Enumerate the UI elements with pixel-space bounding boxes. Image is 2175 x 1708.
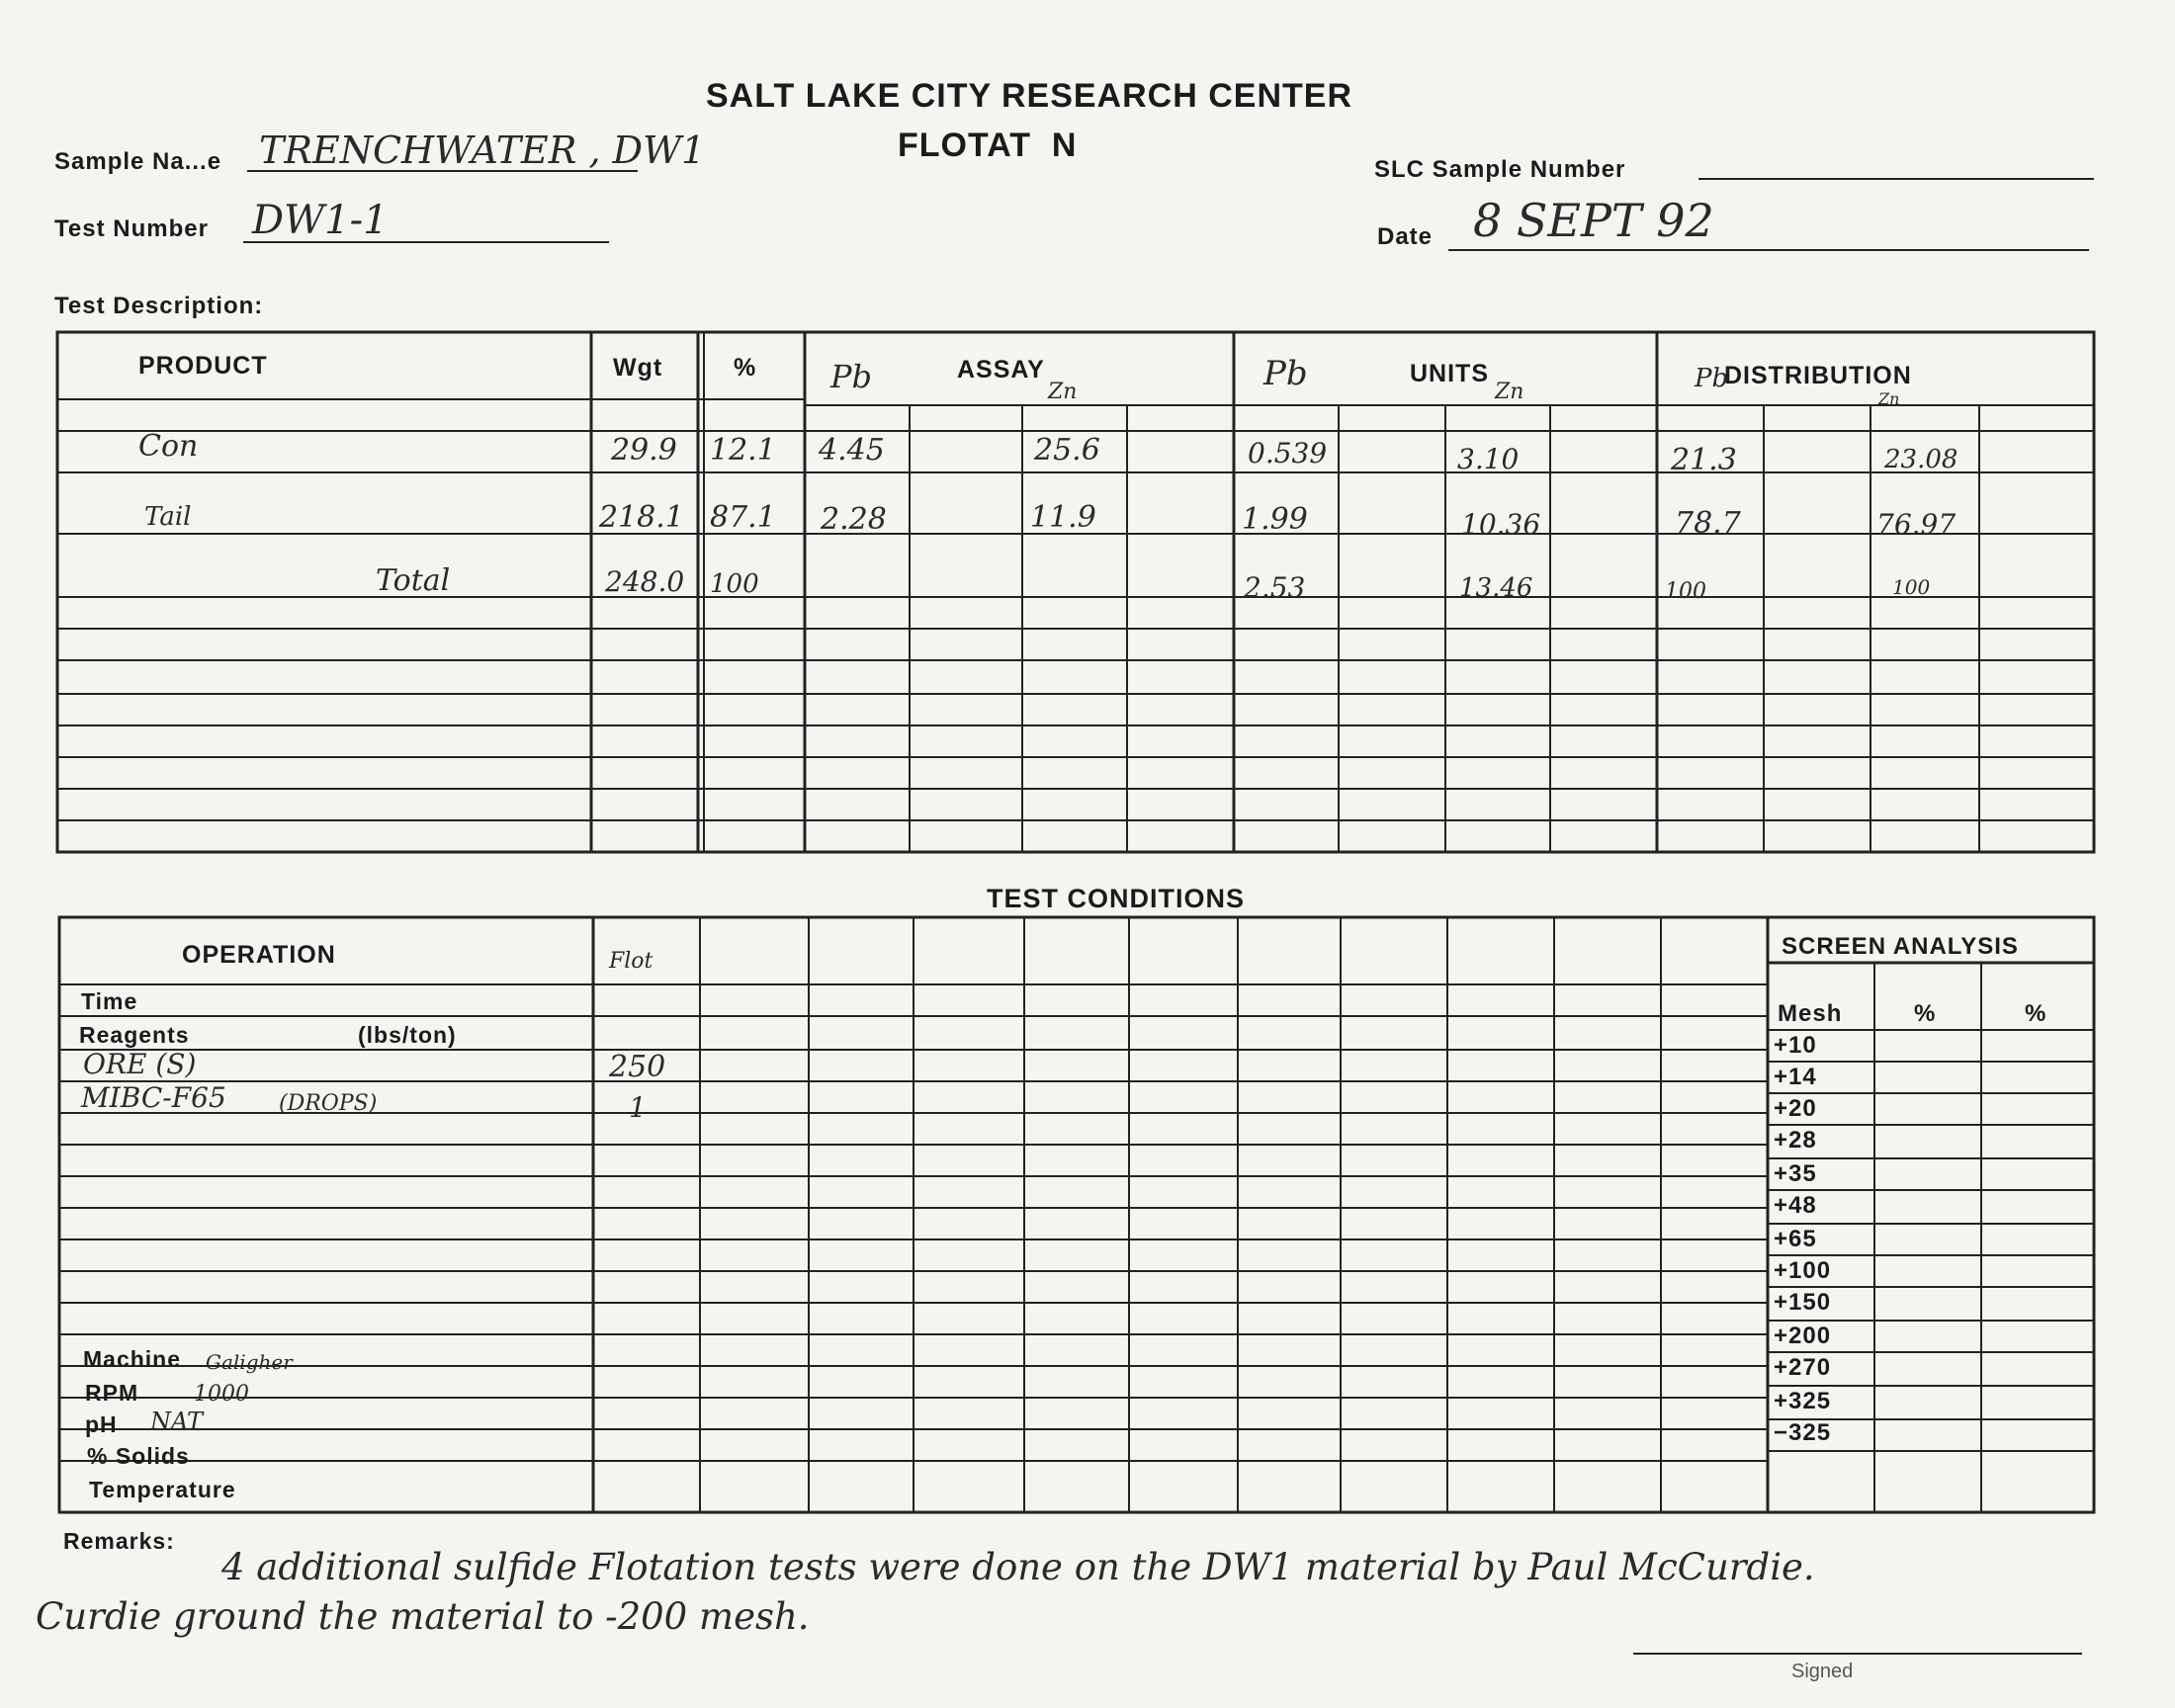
table-row-dist-zn: 23.08 [1884,445,1958,474]
rpm-value: 1000 [194,1382,249,1407]
reagent-name: ORE (S) [83,1048,197,1080]
mesh-size: +325 [1774,1388,1832,1414]
table-row-units-zn: 10.36 [1461,508,1541,541]
table-row-dist-pb: 100 [1665,579,1706,604]
table-row-wgt: 29.9 [611,433,677,468]
mesh-size: +28 [1774,1127,1817,1153]
assay-pb-subheader: Pb [830,358,873,395]
mesh-size: +150 [1774,1289,1832,1316]
reagents-unit-label: (lbs/ton) [358,1022,457,1048]
screen-analysis-title: SCREEN ANALYSIS [1782,933,2019,960]
pct-header-2: % [2025,1000,2047,1027]
mesh-size: −325 [1774,1419,1832,1446]
flot-column-header: Flot [609,949,653,974]
date-value: 8 SEPT 92 [1473,194,1714,247]
table-row-assay-pb: 2.28 [821,502,887,537]
slc-sample-number-label: SLC Sample Number [1374,156,1626,183]
table-row-product: Tail [144,502,192,532]
reagents-label: Reagents [79,1022,190,1048]
table-row-units-zn: 13.46 [1459,573,1533,603]
mesh-size: +14 [1774,1064,1817,1090]
reagent-value: 250 [609,1050,666,1084]
table-row-units-pb: 1.99 [1242,502,1308,537]
mesh-size: +10 [1774,1032,1817,1059]
solids-label: % Solids [87,1443,190,1469]
col-wgt-header: Wgt [613,354,663,382]
col-units-header: UNITS [1410,360,1489,387]
dist-zn-subheader: Zn [1878,389,1900,408]
test-description-label: Test Description: [54,293,264,319]
machine-value: Galigher [206,1350,293,1374]
remarks-line-2: Curdie ground the material to -200 mesh. [36,1595,810,1638]
test-number-label: Test Number [54,215,209,242]
mesh-size: +35 [1774,1160,1817,1187]
table-row-units-pb: 2.53 [1244,571,1306,604]
mesh-size: +200 [1774,1323,1832,1349]
assay-zn-subheader: Zn [1048,380,1078,404]
table-row-pct: 12.1 [710,433,776,468]
table-row-units-zn: 3.10 [1457,443,1520,475]
col-assay-header: ASSAY [957,356,1045,384]
test-conditions-title: TEST CONDITIONS [987,884,1246,913]
table-row-pct: 87.1 [710,500,776,535]
reagent-note: (DROPS) [279,1091,378,1116]
temperature-label: Temperature [89,1477,236,1502]
table-row-dist-zn: 76.97 [1876,508,1957,541]
mesh-size: +100 [1774,1257,1832,1284]
ph-label: pH [85,1411,118,1437]
ph-value: NAT [150,1408,204,1435]
table-row-pct: 100 [710,569,759,599]
test-number-value: DW1-1 [252,198,389,243]
dist-pb-subheader: Pb [1695,364,1729,393]
time-label: Time [81,988,138,1014]
table-row-assay-pb: 4.45 [819,433,885,468]
units-pb-subheader: Pb [1263,354,1308,393]
signature-line [1633,1653,2082,1655]
rpm-label: RPM [85,1380,139,1406]
sample-name-label: Sample Na...e [54,148,222,175]
mesh-size: +20 [1774,1095,1817,1122]
signed-label: Signed [1791,1661,1854,1682]
mesh-size: +48 [1774,1192,1817,1219]
table-row-assay-zn: 25.6 [1034,433,1100,468]
machine-label: Machine [83,1346,182,1372]
reagent-value: 1 [629,1091,647,1124]
table-row-product: Con [138,429,199,464]
col-pct-header: % [734,354,757,382]
mesh-header: Mesh [1778,1000,1843,1027]
table-row-dist-pb: 21.3 [1671,443,1737,477]
mesh-size: +270 [1774,1354,1832,1381]
date-label: Date [1377,223,1434,250]
table-row-wgt: 218.1 [599,500,684,535]
page-subtitle: FLOTAT N [898,127,1078,164]
remarks-label: Remarks: [63,1528,175,1554]
pct-header-1: % [1914,1000,1937,1027]
table-row-dist-zn: 100 [1892,575,1931,599]
operation-header: OPERATION [182,941,336,969]
mesh-size: +65 [1774,1226,1817,1252]
table-row-wgt: 248.0 [605,565,685,598]
sample-name-value: TRENCHWATER , DW1 [259,128,706,172]
table-row-units-pb: 0.539 [1248,437,1328,470]
table-row-dist-pb: 78.7 [1675,506,1741,541]
remarks-line-1: 4 additional sulfide Flotation tests were done on the DW1 material by Paul McCurdie. [221,1546,1815,1588]
reagent-name: MIBC-F65 [81,1081,226,1114]
units-zn-subheader: Zn [1495,380,1524,404]
page-title: SALT LAKE CITY RESEARCH CENTER [706,77,1353,115]
col-product-header: PRODUCT [138,352,268,380]
table-row-assay-zn: 11.9 [1030,500,1096,535]
col-distribution-header: DISTRIBUTION [1724,362,1912,389]
table-row-product: Total [376,563,451,598]
